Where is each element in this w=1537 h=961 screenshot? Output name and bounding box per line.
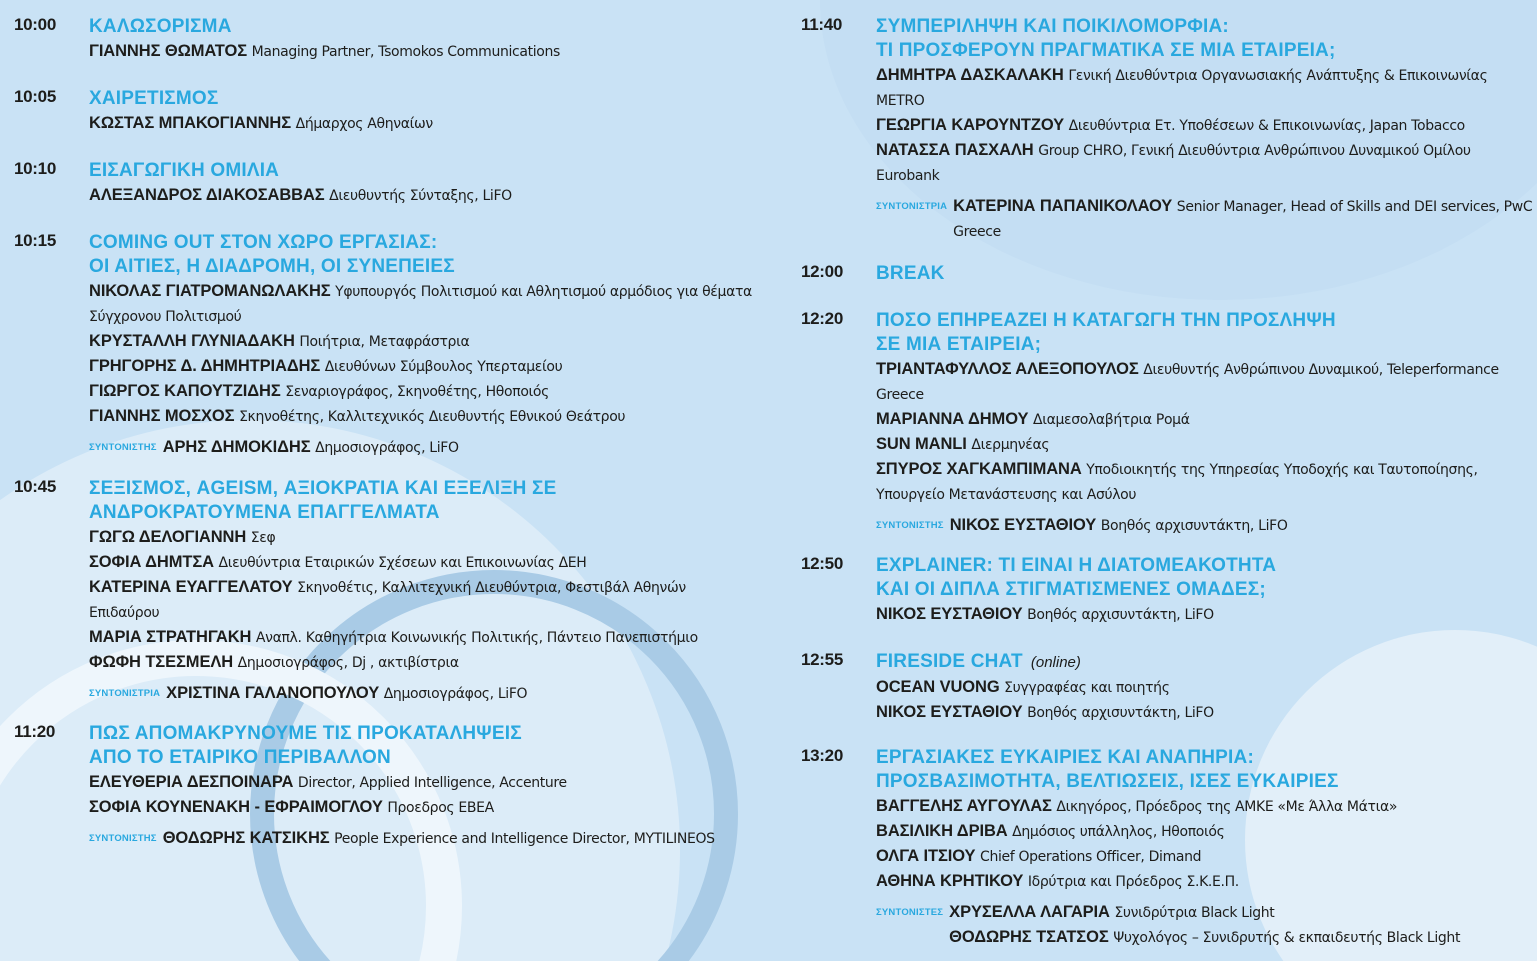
speaker-name: ΓΩΓΩ ΔΕΛΟΓΙΑΝΝΗ [89, 528, 247, 546]
session-time: 12:00 [801, 262, 843, 281]
speaker-role: Διευθύντρια Εταιρικών Σχέσεων και Επικοινωνίας ΔΕΗ [218, 555, 587, 571]
session-title [876, 746, 1537, 770]
session-title-text: ΚΑΙ ΟΙ ΔΙΠΛΑ ΣΤΙΓΜΑΤΙΣΜΕΝΕΣ ΟΜΑΔΕΣ; [876, 579, 1266, 600]
speaker-name: ΑΛΕΞΑΝΔΡΟΣ ΔΙΑΚΟΣΑΒΒΑΣ [89, 186, 325, 204]
session-time: 12:55 [801, 650, 843, 669]
session-title-text: ΑΠΟ ΤΟ ΕΤΑΙΡΙΚΟ ΠΕΡΙΒΑΛΛΟΝ [89, 747, 391, 768]
moderator [163, 826, 760, 851]
moderator-list [950, 513, 1537, 538]
moderator-row [876, 194, 1537, 244]
session-title-text: ΕΙΣΑΓΩΓΙΚΗ ΟΜΙΛΙΑ [89, 160, 280, 181]
moderator-row [876, 900, 1537, 950]
moderator [953, 194, 1537, 244]
moderator-row [89, 435, 760, 460]
speaker [876, 869, 1537, 894]
speaker-role: Βοηθός αρχισυντάκτη, LiFO [1027, 705, 1214, 721]
session-title-text: BREAK [876, 263, 945, 284]
speaker-name: ΒΑΣΙΛΙΚΗ ΔΡΙΒΑ [876, 822, 1008, 840]
moderator-name: ΧΡΥΣΕΛΛΑ ΛΑΓΑΡΙΑ [949, 903, 1110, 921]
speaker-name: OCEAN VUONG [876, 678, 1000, 696]
session-title [876, 770, 1537, 794]
session-title [89, 477, 760, 501]
speaker-role: Σκηνοθέτης, Καλλιτεχνικός Διευθυντής Εθνικού Θεάτρου [239, 409, 626, 425]
moderator [949, 925, 1537, 950]
speaker [876, 700, 1537, 725]
speaker [876, 432, 1537, 457]
speaker-name: ΚΑΤΕΡΙΝΑ ΕΥΑΓΓΕΛΑΤΟΥ [89, 578, 293, 596]
session-title-text: ΟΙ ΑΙΤΙΕΣ, Η ΔΙΑΔΡΟΜΗ, ΟΙ ΣΥΝΕΠΕΙΕΣ [89, 256, 455, 277]
moderator-list [163, 826, 760, 851]
session-title [876, 333, 1537, 357]
moderator-role: Senior Manager, Head of Skills and DEI services, PwC Greece [953, 199, 1533, 240]
speaker-role: Αναπλ. Καθηγήτρια Κοινωνικής Πολιτικής, Πάντειο Πανεπιστήμιο [255, 630, 698, 646]
session-title [89, 722, 760, 746]
speaker-role: Προεδρος ΕΒΕΑ [387, 800, 494, 816]
moderator-row [89, 826, 760, 851]
speaker [89, 379, 760, 404]
speaker-role: Δήμαρχος Αθηναίων [295, 116, 433, 132]
moderator-label: ΣΥΝΤΟΝΙΣΤΗΣ [89, 833, 157, 844]
speaker [89, 354, 760, 379]
speaker [89, 111, 760, 136]
session-title-text: ΤΙ ΠΡΟΣΦΕΡΟΥΝ ΠΡΑΓΜΑΤΙΚΑ ΣΕ ΜΙΑ ΕΤΑΙΡΕΙΑ; [876, 40, 1336, 61]
session-time: 11:40 [801, 15, 843, 34]
speaker-name: ΓΡΗΓΟΡΗΣ Δ. ΔΗΜΗΤΡΙΑΔΗΣ [89, 357, 321, 375]
speaker [89, 525, 760, 550]
session-title-text: EXPLAINER: ΤΙ ΕΙΝΑΙ Η ΔΙΑΤΟΜΕΑΚΟΤΗΤΑ [876, 555, 1277, 576]
session-title-text: ΠΟΣΟ ΕΠΗΡΕΑΖΕΙ Η ΚΑΤΑΓΩΓΗ ΤΗΝ ΠΡΟΣΛΗΨΗ [876, 310, 1336, 331]
session-time: 10:45 [14, 477, 56, 496]
speaker-name: ΜΑΡΙΑΝΝΑ ΔΗΜΟΥ [876, 410, 1029, 428]
session-title [89, 746, 760, 770]
speaker [89, 329, 760, 354]
speaker-name: ΟΛΓΑ ΙΤΣΙΟΥ [876, 847, 976, 865]
speaker-role: Διαμεσολαβήτρια Ρομά [1032, 412, 1190, 428]
session-title [876, 554, 1537, 578]
session-body [89, 87, 760, 136]
session-title [876, 309, 1537, 333]
moderator-role: People Experience and Intelligence Director, MYTILINEOS [334, 831, 715, 847]
speaker-role: Ποιήτρια, Μεταφράστρια [299, 334, 470, 350]
speaker [89, 770, 760, 795]
speaker [876, 819, 1537, 844]
moderator-role: Ψυχολόγος – Συνιδρυτής & εκπαιδευτής Black Light [1113, 930, 1461, 946]
speaker-role: Γενική Διευθύντρια Οργανωσιακής Ανάπτυξης & Επικοινωνίας METRO [876, 68, 1488, 109]
speaker [89, 279, 760, 329]
moderator-role: Βοηθός αρχισυντάκτη, LiFO [1100, 518, 1288, 534]
session-title [876, 578, 1537, 602]
speaker-role: Chief Operations Officer, Dimand [980, 849, 1202, 865]
session-title-text: ΠΡΟΣΒΑΣΙΜΟΤΗΤΑ, ΒΕΛΤΙΩΣΕΙΣ, ΙΣΕΣ ΕΥΚΑΙΡΙΕΣ [876, 771, 1339, 792]
speaker-name: ΚΡΥΣΤΑΛΛΗ ΓΛΥΝΙΑΔΑΚΗ [89, 332, 295, 350]
speaker [876, 844, 1537, 869]
moderator-role: Δημοσιογράφος, LiFO [383, 686, 528, 702]
moderator-row [89, 681, 760, 706]
speaker-name: ΤΡΙΑΝΤΑΦΥΛΛΟΣ ΑΛΕΞΟΠΟΥΛΟΣ [876, 360, 1139, 378]
session-title-text: ΑΝΔΡΟΚΡΑΤΟΥΜΕΝΑ ΕΠΑΓΓΕΛΜΑΤΑ [89, 502, 440, 523]
speaker-name: ΣΠΥΡΟΣ ΧΑΓΚΑΜΠΙΜΑΝΑ [876, 460, 1082, 478]
speaker-role: Διευθύνων Σύμβουλος Υπερταμείου [324, 359, 563, 375]
speaker-role: Δημόσιος υπάλληλος, Ηθοποιός [1012, 824, 1225, 840]
speaker [876, 675, 1537, 700]
session-title-text: ΕΡΓΑΣΙΑΚΕΣ ΕΥΚΑΙΡΙΕΣ ΚΑΙ ΑΝΑΠΗΡΙΑ: [876, 747, 1254, 768]
speaker-name: ΝΙΚΟΣ ΕΥΣΤΑΘΙΟΥ [876, 605, 1023, 623]
session-body [876, 650, 1537, 725]
moderator-row [876, 513, 1537, 538]
session-title-text: COMING OUT ΣΤΟΝ ΧΩΡΟ ΕΡΓΑΣΙΑΣ: [89, 232, 438, 253]
speaker-role: Σεφ [250, 530, 276, 546]
session-title [89, 255, 760, 279]
session-time: 10:15 [14, 231, 56, 250]
session-title [89, 87, 760, 111]
session-title [876, 15, 1537, 39]
speaker-name: ΚΩΣΤΑΣ ΜΠΑΚΟΓΙΑΝΝΗΣ [89, 114, 292, 132]
session-time: 12:20 [801, 309, 843, 328]
speaker-role: Director, Applied Intelligence, Accenture [297, 775, 567, 791]
speaker-name: ΜΑΡΙΑ ΣΤΡΑΤΗΓΑΚΗ [89, 628, 252, 646]
speaker-role: Υποδιοικητής της Υπηρεσίας Υποδοχής και Ταυτοποίησης, Υπουργείο Μετανάστευσης και Ασύλου [876, 462, 1478, 503]
moderator-name: ΑΡΗΣ ΔΗΜΟΚΙΔΗΣ [162, 438, 311, 456]
speaker-role: Σεναριογράφος, Σκηνοθέτης, Ηθοποιός [285, 384, 550, 400]
moderator [166, 681, 760, 706]
session-title-text: FIRESIDE CHAT [876, 651, 1023, 672]
speaker-role: Διερμηνέας [971, 437, 1050, 453]
session-title-text: ΣΕ ΜΙΑ ΕΤΑΙΡΕΙΑ; [876, 334, 1042, 355]
moderator-list [166, 681, 760, 706]
session-title-note: (online) [1030, 654, 1081, 671]
session-title-text: ΠΩΣ ΑΠΟΜΑΚΡΥΝΟΥΜΕ ΤΙΣ ΠΡΟΚΑΤΑΛΗΨΕΙΣ [89, 723, 522, 744]
session-title [89, 501, 760, 525]
speaker-name: ΔΗΜΗΤΡΑ ΔΑΣΚΑΛΑΚΗ [876, 66, 1064, 84]
speaker-name: ΕΛΕΥΘΕΡΙΑ ΔΕΣΠΟΙΝΑΡΑ [89, 773, 294, 791]
moderator-role: Συνιδρύτρια Black Light [1114, 905, 1275, 921]
speaker [876, 63, 1537, 113]
moderator-label: ΣΥΝΤΟΝΙΣΤΕΣ [876, 907, 944, 918]
session-title-text: ΚΑΛΩΣΟΡΙΣΜΑ [89, 16, 232, 37]
speaker-name: ΓΕΩΡΓΙΑ ΚΑΡΟΥΝΤΖΟΥ [876, 116, 1065, 134]
speaker-name: ΓΙΑΝΝΗΣ ΜΟΣΧΟΣ [89, 407, 235, 425]
moderator-label: ΣΥΝΤΟΝΙΣΤΡΙΑ [876, 201, 948, 212]
speaker-role: Διευθυντής Σύνταξης, LiFO [329, 188, 512, 204]
speaker [876, 602, 1537, 627]
speaker [89, 650, 760, 675]
session-body [89, 15, 760, 64]
moderator-name: ΘΟΔΩΡΗΣ ΤΣΑΤΣΟΣ [949, 928, 1109, 946]
session-time: 11:20 [14, 722, 56, 741]
session-body [876, 309, 1537, 538]
moderator-list [163, 435, 760, 460]
speaker [876, 357, 1537, 407]
session-title [876, 650, 1537, 675]
session-body [89, 477, 760, 706]
session-title [89, 231, 760, 255]
session-body [876, 554, 1537, 627]
speaker [89, 39, 760, 64]
speaker-role: Σκηνοθέτις, Καλλιτεχνική Διευθύντρια, Φεστιβάλ Αθηνών Επιδαύρου [89, 580, 686, 621]
session-title-text: ΣΕΞΙΣΜΟΣ, AGEISM, ΑΞΙΟΚΡΑΤΙΑ ΚΑΙ ΕΞΕΛΙΞΗ ΣΕ [89, 478, 557, 499]
session-time: 10:10 [14, 159, 56, 178]
speaker-name: ΝΑΤΑΣΣΑ ΠΑΣΧΑΛΗ [876, 141, 1034, 159]
session-body [876, 746, 1537, 950]
session-body [89, 231, 760, 460]
speaker-role: Συγγραφέας και ποιητής [1004, 680, 1170, 696]
moderator-name: ΚΑΤΕΡΙΝΑ ΠΑΠΑΝΙΚΟΛΑΟΥ [953, 197, 1173, 215]
speaker [89, 575, 760, 625]
speaker [876, 794, 1537, 819]
speaker-name: SUN MANLI [876, 435, 967, 453]
session-title [876, 39, 1537, 63]
speaker-name: ΒΑΓΓΕΛΗΣ ΑΥΓΟΥΛΑΣ [876, 797, 1052, 815]
session-body [876, 262, 1537, 286]
speaker-name: ΣΟΦΙΑ ΔΗΜΤΣΑ [89, 553, 214, 571]
moderator-name: ΧΡΙΣΤΙΝΑ ΓΑΛΑΝΟΠΟΥΛΟΥ [166, 684, 380, 702]
moderator [950, 513, 1537, 538]
speaker [876, 138, 1537, 188]
speaker-role: Managing Partner, Tsomokos Communications [251, 44, 560, 60]
speaker [876, 407, 1537, 432]
speaker-name: ΣΟΦΙΑ ΚΟΥΝΕΝΑΚΗ - ΕΦΡΑΙΜΟΓΛΟΥ [89, 798, 383, 816]
moderator-label: ΣΥΝΤΟΝΙΣΤΗΣ [876, 520, 944, 531]
session-title [89, 159, 760, 183]
session-title [89, 15, 760, 39]
moderator-name: ΘΟΔΩΡΗΣ ΚΑΤΣΙΚΗΣ [162, 829, 330, 847]
session-title-text: ΣΥΜΠΕΡΙΛΗΨΗ ΚΑΙ ΠΟΙΚΙΛΟΜΟΡΦΙΑ: [876, 16, 1229, 37]
moderator-name: ΝΙΚΟΣ ΕΥΣΤΑΘΙΟΥ [949, 516, 1097, 534]
speaker-name: ΝΙΚΟΛΑΣ ΓΙΑΤΡΟΜΑΝΩΛΑΚΗΣ [89, 282, 331, 300]
speaker [89, 795, 760, 820]
session-body [89, 159, 760, 208]
speaker [89, 404, 760, 429]
speaker-role: Δημοσιογράφος, Dj , ακτιβίστρια [237, 655, 459, 671]
speaker [876, 113, 1537, 138]
session-body [89, 722, 760, 851]
moderator-list [949, 900, 1537, 950]
session-title [876, 262, 1537, 286]
session-title-text: ΧΑΙΡΕΤΙΣΜΟΣ [89, 88, 219, 109]
speaker-name: ΑΘΗΝΑ ΚΡΗΤΙΚΟΥ [876, 872, 1024, 890]
moderator [949, 900, 1537, 925]
moderator-role: Δημοσιογράφος, LiFO [315, 440, 459, 456]
speaker-role: Group CHRO, Γενική Διευθύντρια Ανθρώπινου Δυναμικού Ομίλου Eurobank [876, 143, 1471, 184]
speaker [89, 550, 760, 575]
speaker-role: Βοηθός αρχισυντάκτη, LiFO [1027, 607, 1214, 623]
session-body [876, 15, 1537, 244]
speaker-name: ΓΙΑΝΝΗΣ ΘΩΜΑΤΟΣ [89, 42, 248, 60]
session-time: 10:00 [14, 15, 56, 34]
session-time: 13:20 [801, 746, 843, 765]
speaker-role: Διευθύντρια Ετ. Υποθέσεων & Επικοινωνίας, Japan Tobacco [1068, 118, 1465, 134]
speaker-role: Ιδρύτρια και Πρόεδρος Σ.Κ.Ε.Π. [1027, 874, 1239, 890]
moderator-label: ΣΥΝΤΟΝΙΣΤΡΙΑ [89, 688, 161, 699]
speaker [876, 457, 1537, 507]
speaker [89, 183, 760, 208]
speaker-name: ΓΙΩΡΓΟΣ ΚΑΠΟΥΤΖΙΔΗΣ [89, 382, 281, 400]
speaker [89, 625, 760, 650]
session-time: 10:05 [14, 87, 56, 106]
speaker-name: ΝΙΚΟΣ ΕΥΣΤΑΘΙΟΥ [876, 703, 1023, 721]
session-time: 12:50 [801, 554, 843, 573]
speaker-role: Δικηγόρος, Πρόεδρος της ΑΜΚΕ «Με Άλλα Μάτια» [1056, 799, 1398, 815]
speaker-role: Διευθυντής Ανθρώπινου Δυναμικού, Teleperformance Greece [876, 362, 1499, 403]
speaker-role: Υφυπουργός Πολιτισμού και Αθλητισμού αρμόδιος για θέματα Σύγχρονου Πολιτισμού [89, 284, 752, 325]
moderator-list [953, 194, 1537, 244]
speaker-name: ΦΩΦΗ ΤΣΕΣΜΕΛΗ [89, 653, 234, 671]
moderator [163, 435, 760, 460]
moderator-label: ΣΥΝΤΟΝΙΣΤΗΣ [89, 442, 157, 453]
